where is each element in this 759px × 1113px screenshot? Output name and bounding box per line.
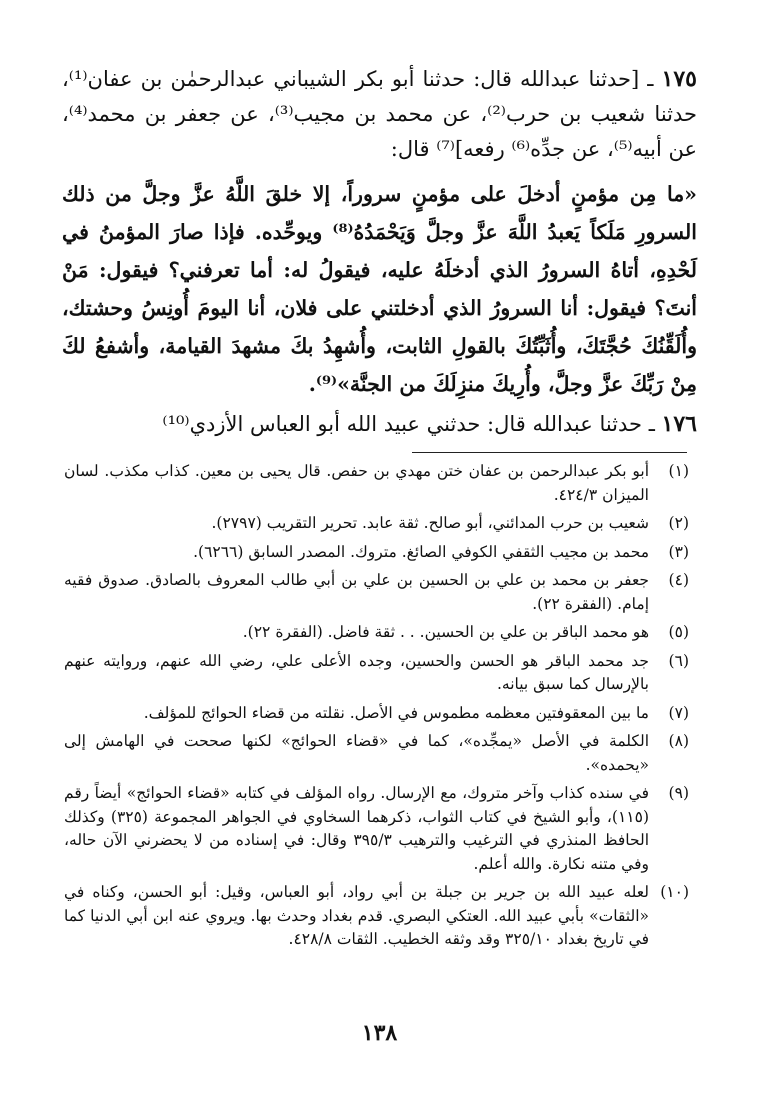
footnote-text: الكلمة في الأصل «يمجِّده»، كما في «قضاء الحوائج» لكنها صححت في الهامش إلى «يحمده».	[64, 732, 649, 774]
footnote-marker: (٩)	[668, 784, 689, 802]
main-text	[62, 62, 697, 442]
footnote-marker: (١)	[668, 462, 689, 480]
hadith-text: «ما مِن مؤمنٍ أدخلَ على مؤمنٍ سروراً، إلا خلقَ اللَّهُ عزَّ وجلَّ من ذلك السرورِ مَلَكاً يَعبدُ اللَّهَ عزَّ وجلَّ وَيَحْمَدُهُ⁽⁸⁾ ويوحِّده. فإذا صارَ المؤمنُ في لَحْدِهِ، أتاهُ السرورُ الذي أدخلَهُ عليه، فيقولُ له: أما تعرفني؟ فيقول: مَنْ أنتَ؟ فيقول: أنا السرورُ الذي أدخلتني على فلان، أنا اليومَ أُونِسُ وحشتك، وأُلَقِّنُكَ حُجَّتَكَ، وأُثَبِّتُكَ بالقولِ الثابت، وأُشهِدُ بكَ مشهدَ القيامة، وأشفعُ لكَ مِنْ رَبِّكَ عزَّ وجلَّ، وأُرِيكَ منزِلَكَ من الجنَّة»⁽⁹⁾.	[62, 182, 698, 396]
footnote	[64, 881, 689, 952]
footnote-marker: (٤)	[668, 571, 689, 589]
entry-176	[62, 407, 697, 442]
footnote-text: هو محمد الباقر بن علي بن الحسين. . . ثقة فاضل. (الفقرة ٢٢).	[242, 623, 649, 641]
entry-text: ـ [حدثنا عبدالله قال: حدثنا أبو بكر الشيباني عبدالرحمٰن بن عفان⁽¹⁾، حدثنا شعيب بن حرب⁽²⁾، عن محمد بن مجيب⁽³⁾، عن جعفر بن محمد⁽⁴⁾، عن أبيه⁽⁵⁾، عن جدِّه⁽⁶⁾ رفعه]⁽⁷⁾ قال:	[62, 67, 697, 161]
footnote-text: شعيب بن حرب المدائني، أبو صالح. ثقة عابد. تحرير التقريب (٢٧٩٧).	[211, 514, 649, 532]
footnote-text: جعفر بن محمد بن علي بن الحسين بن علي بن أبي طالب المعروف بالصادق. صدوق فقيه إمام. (الفقرة ٢٢).	[64, 571, 649, 613]
footnote	[64, 569, 689, 616]
footnote-text: ما بين المعقوفتين معظمه مطموس في الأصل. نقلته من قضاء الحوائج للمؤلف.	[143, 703, 649, 722]
footnote-text: لعله عبيد الله بن جرير بن جبلة بن أبي رواد، أبو العباس، وقيل: أبو الحسن، وكناه في «الثقات» بأبي عبيد الله. العتكي البصري. قدم بغداد وحدث بها. ويروي عنه ابن أبي الدنيا كما في تاريخ بغداد ٣٢٥/١٠ وقد وثقه الخطيب. الثقات ٤٢٨/٨.	[64, 883, 649, 948]
entry-number: ١٧٦	[661, 411, 697, 437]
footnotes	[64, 460, 689, 957]
footnote-marker: (٥)	[668, 623, 689, 641]
footnote-divider	[412, 452, 687, 453]
footnote	[64, 730, 689, 777]
footnote	[64, 702, 689, 726]
entry-number: ١٧٥	[661, 66, 697, 92]
entry-175	[62, 62, 697, 167]
footnote-text: في سنده كذاب وآخر متروك، مع الإرسال. رواه المؤلف في كتابه «قضاء الحوائج» أيضاً رقم (١١٥)، وأبو الشيخ في كتاب الثواب، ذكرهما السخاوي في الجواهر المجموعة (٣٢٥) وكذلك الحافظ المنذري في الترغيب والترهيب ٣٩٥/٣ وقال: في إسناده من لا يحضرني الآن حاله، وفي متنه نكارة. والله أعلم.	[64, 784, 650, 873]
footnote-marker: (٦)	[668, 651, 689, 670]
footnote	[64, 621, 689, 645]
footnote	[64, 782, 689, 876]
footnote-text: محمد بن مجيب الثقفي الكوفي الصائغ. متروك. المصدر السابق (٦٢٦٦).	[193, 542, 649, 561]
footnote	[64, 460, 689, 507]
entry-text: ـ حدثنا عبدالله قال: حدثني عبيد الله أبو العباس الأزدي⁽¹⁰⁾	[162, 412, 662, 436]
footnote-marker: (٨)	[668, 732, 689, 750]
footnote-marker: (٧)	[668, 703, 689, 722]
footnote-marker: (١٠)	[660, 883, 689, 901]
footnote-text: أبو بكر عبدالرحمن بن عفان ختن مهدي بن حفص. قال يحيى بن معين. كذاب مكذب. لسان الميزان ٤٢٤/٣.	[64, 462, 649, 504]
footnote	[64, 512, 689, 536]
footnote-marker: (٣)	[668, 542, 689, 561]
footnote	[64, 541, 689, 565]
footnote-marker: (٢)	[668, 514, 689, 532]
footnote	[64, 650, 689, 697]
page-number: ١٣٨	[361, 1020, 398, 1046]
footnote-text: جد محمد الباقر هو الحسن والحسين، وجده الأعلى علي، رضي الله عنهم، وروايته عنهم بالإرسال كما سبق بيانه.	[64, 651, 649, 693]
